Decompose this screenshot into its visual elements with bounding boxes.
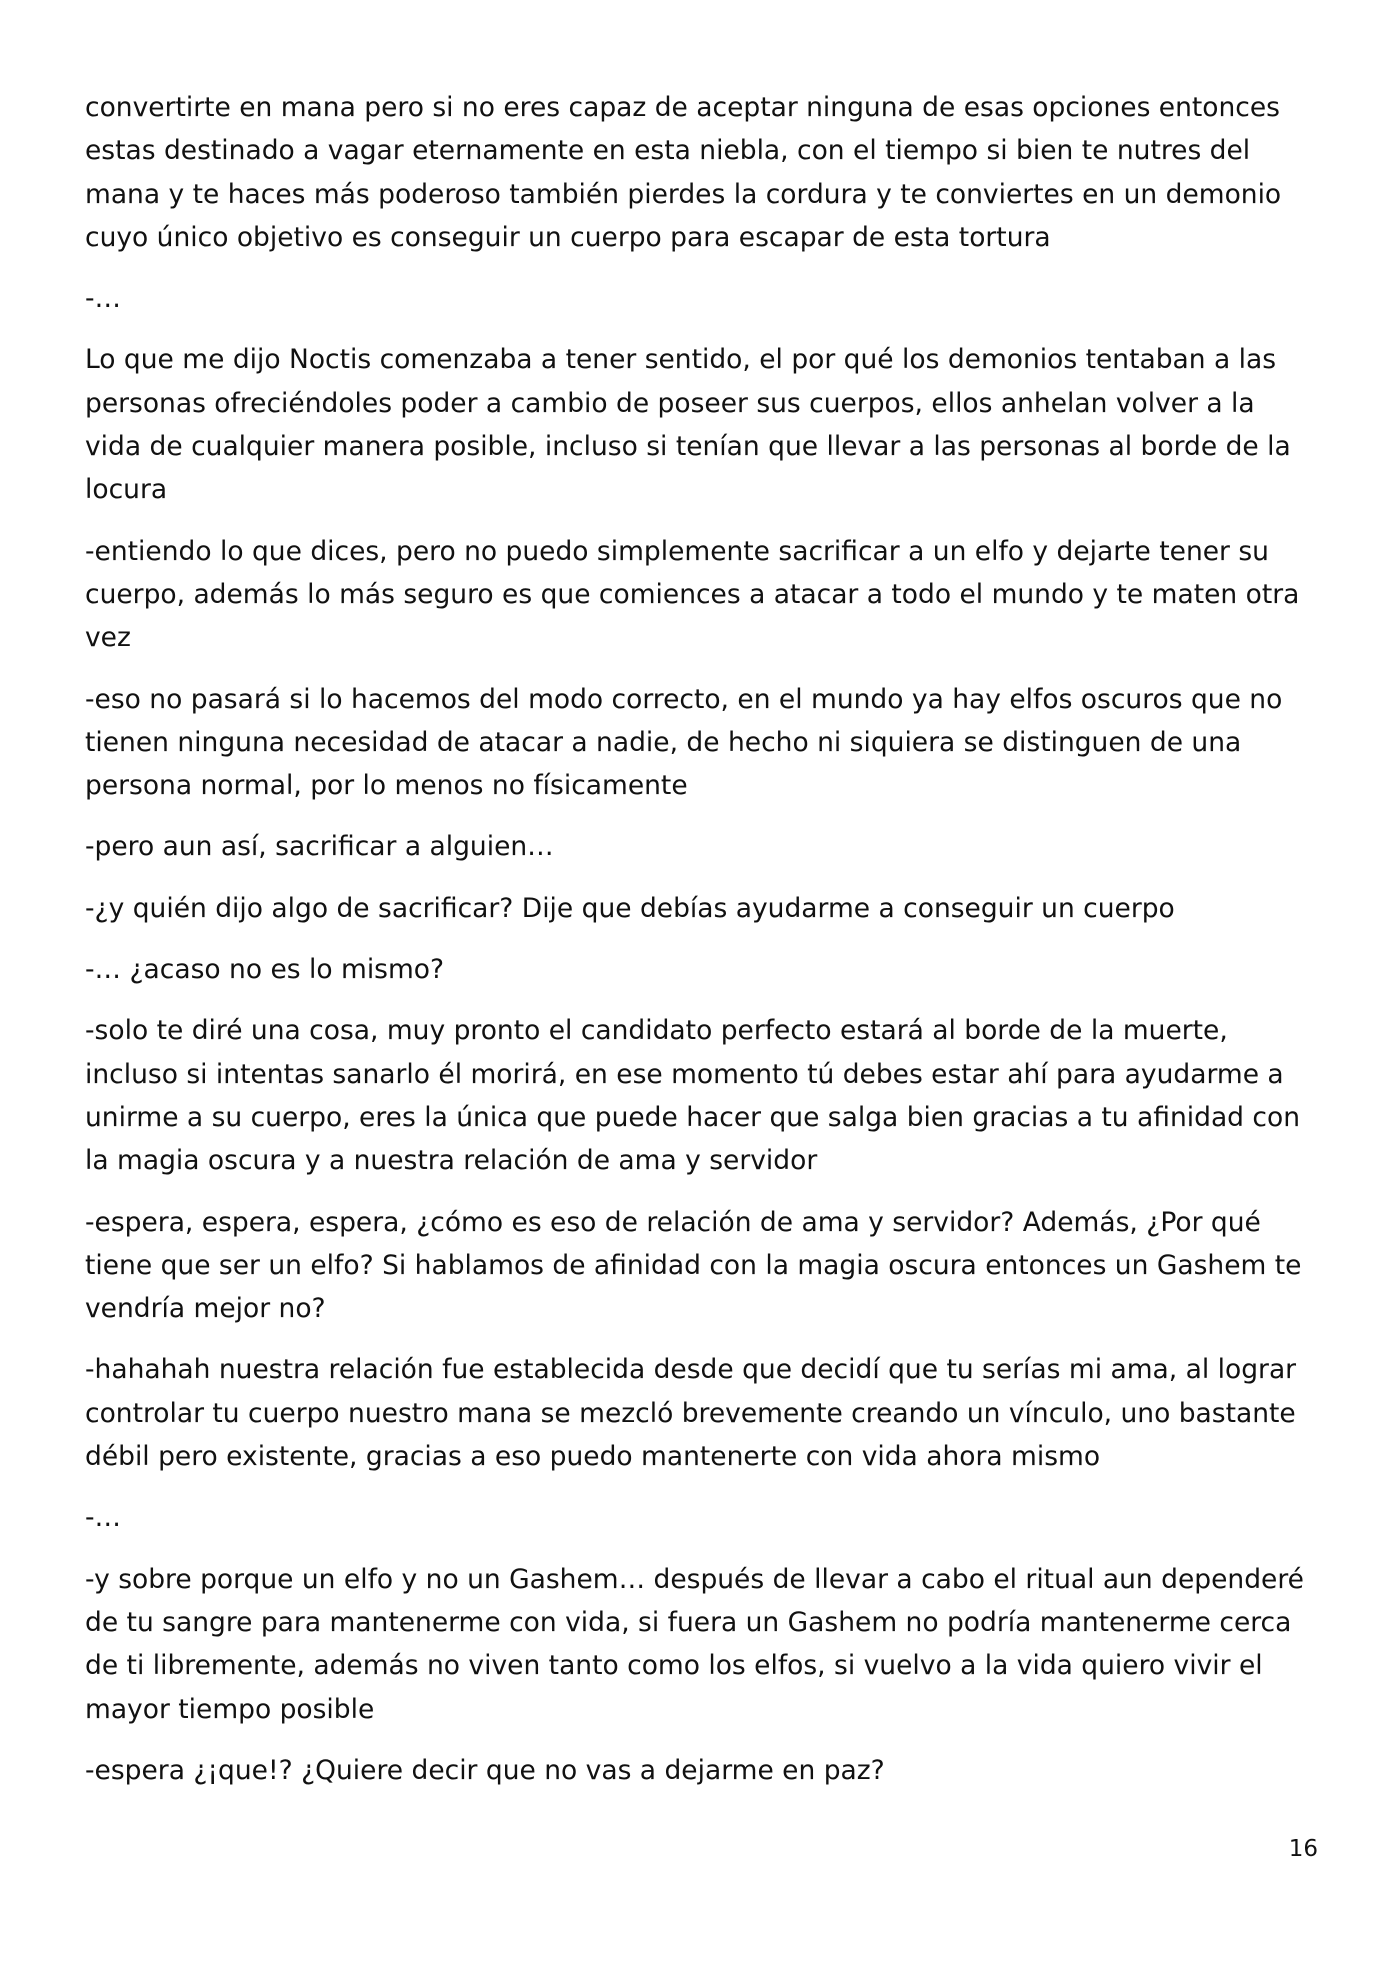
paragraph (85, 1749, 1325, 1792)
paragraph (85, 1009, 1325, 1182)
paragraph (85, 1496, 1325, 1539)
text-line: Lo que me dijo Noctis comenzaba a tener sentido, el por qué los demonios tentaban a las (85, 344, 1277, 376)
text-line: -hahahah nuestra relación fue establecida desde que decidí que tu serías mi ama, al lograr (85, 1354, 1297, 1386)
text-line: estas destinado a vagar eternamente en esta niebla, con el tiempo si bien te nutres del (85, 135, 1251, 167)
text-line: -… ¿acaso no es lo mismo? (85, 954, 445, 986)
text-line: de tu sangre para mantenerme con vida, si fuera un Gashem no podría mantenerme cerca (85, 1606, 1292, 1638)
paragraph (85, 86, 1325, 259)
text-line: tiene que ser un elfo? Si hablamos de afinidad con la magia oscura entonces un Gashem te (85, 1249, 1302, 1281)
text-line: débil pero existente, gracias a eso puedo mantenerte con vida ahora mismo (85, 1441, 1101, 1473)
text-line: locura (85, 474, 168, 506)
paragraph (85, 1201, 1325, 1331)
text-line: vida de cualquier manera posible, incluso si tenían que llevar a las personas al borde de la (85, 431, 1291, 463)
text-line: tienen ninguna necesidad de atacar a nadie, de hecho ni siquiera se distinguen de una (85, 726, 1242, 758)
text-line: convertirte en mana pero si no eres capaz de aceptar ninguna de esas opciones entonces (85, 92, 1280, 123)
paragraph (85, 530, 1325, 660)
text-line: -¿y quién dijo algo de sacrificar? Dije que debías ayudarme a conseguir un cuerpo (85, 892, 1175, 924)
text-line: -solo te diré una cosa, muy pronto el candidato perfecto estará al borde de la muerte, (85, 1015, 1228, 1047)
text-line: -eso no pasará si lo hacemos del modo correcto, en el mundo ya hay elfos oscuros que no (85, 683, 1283, 715)
paragraph (85, 277, 1325, 320)
paragraph (85, 948, 1325, 991)
text-line: vendría mejor no? (85, 1293, 326, 1325)
body-text (85, 86, 1325, 1810)
text-line: mayor tiempo posible (85, 1693, 375, 1725)
text-line: -y sobre porque un elfo y no un Gashem… después de llevar a cabo el ritual aun dependeré (85, 1563, 1304, 1595)
paragraph (85, 678, 1325, 808)
text-line: cuerpo, además lo más seguro es que comiences a atacar a todo el mundo y te maten otra (85, 578, 1300, 610)
text-line: persona normal, por lo menos no físicamente (85, 770, 688, 802)
paragraph (85, 1348, 1325, 1478)
text-line: de ti libremente, además no viven tanto como los elfos, si vuelvo a la vida quiero vivir el (85, 1650, 1263, 1682)
text-line: -entiendo lo que dices, pero no puedo simplemente sacrificar a un elfo y dejarte tener su (85, 535, 1269, 567)
text-line: -espera ¿¡que!? ¿Quiere decir que no vas a dejarme en paz? (85, 1754, 885, 1786)
text-line: cuyo único objetivo es conseguir un cuerpo para escapar de esta tortura (85, 221, 1051, 253)
paragraph (85, 887, 1325, 930)
text-line: vez (85, 622, 131, 654)
text-line: unirme a su cuerpo, eres la única que puede hacer que salga bien gracias a tu afinidad con (85, 1101, 1301, 1133)
text-line: mana y te haces más poderoso también pierdes la cordura y te conviertes en un demonio (85, 178, 1282, 210)
text-line: -espera, espera, espera, ¿cómo es eso de relación de ama y servidor? Además, ¿Por qué (85, 1206, 1261, 1238)
paragraph (85, 1558, 1325, 1731)
text-line: -pero aun así, sacrificar a alguien… (85, 831, 554, 863)
page-number: 16 (1288, 1836, 1318, 1862)
text-line: -… (85, 1502, 122, 1534)
text-line: personas ofreciéndoles poder a cambio de poseer sus cuerpos, ellos anhelan volver a la (85, 387, 1255, 419)
paragraph (85, 825, 1325, 868)
text-line: la magia oscura y a nuestra relación de ama y servidor (85, 1145, 818, 1177)
paragraph (85, 338, 1325, 511)
text-line: -… (85, 283, 122, 315)
text-line: controlar tu cuerpo nuestro mana se mezcló brevemente creando un vínculo, uno bastante (85, 1397, 1296, 1429)
text-line: incluso si intentas sanarlo él morirá, en ese momento tú debes estar ahí para ayudarme a (85, 1058, 1284, 1090)
